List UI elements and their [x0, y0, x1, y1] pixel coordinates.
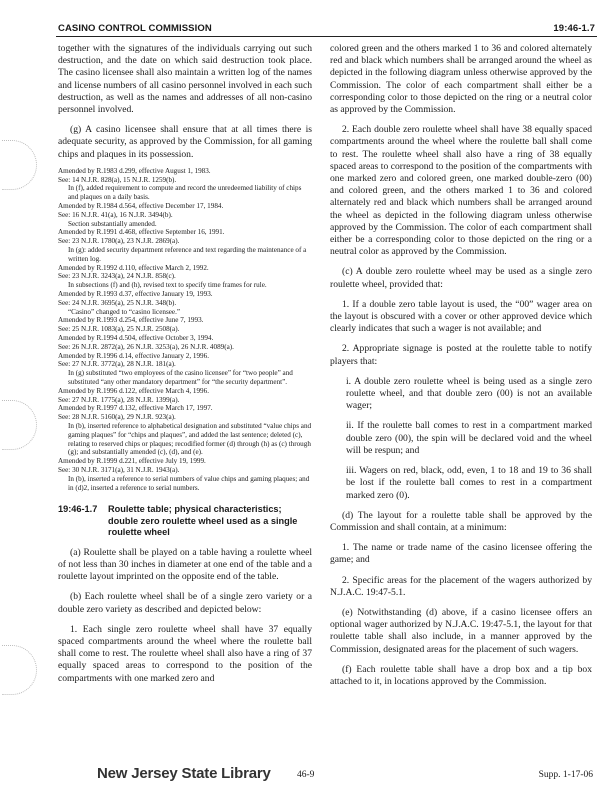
history-line: Amended by R.1996 d.122, effective March 4, 1996.: [58, 386, 209, 395]
paragraph-a: (a) Roulette shall be played on a table having a roulette wheel of not less than 30 inches in diameter at one end of the table and a roulette layout imprinted on the opposite end of the table.: [58, 546, 312, 583]
punch-hole-mark: [2, 645, 37, 695]
history-line: Amended by R.1997 d.132, effective March 17, 1997.: [58, 404, 213, 413]
paragraph-c2-ii: ii. If the roulette ball comes to rest in a compartment marked double zero (00), the spin will be declared void and the wheel will be respun; and: [346, 420, 592, 456]
history-line: See: 26 N.J.R. 2872(a), 26 N.J.R. 3253(a), 26 N.J.R. 4089(a).: [58, 342, 234, 351]
history-note: In (b), inserted a reference to serial numbers of value chips and gaming plaques; and in (d)2, inserted a reference to serial numbers.: [68, 474, 310, 492]
header-title: CASINO CONTROL COMMISSION: [58, 23, 212, 34]
paragraph: together with the signatures of the individuals carrying out such destruction, and the date on which said destruction took place. The casino licensee shall also maintain a written log of the names and license numbers of all casino personnel involved in each such destruction, as well as the names and addresses of all non-casino personnel involved.: [58, 43, 312, 116]
supplement-date: Supp. 1-17-06: [538, 770, 593, 780]
history-line: See: 23 N.J.R. 3243(a), 24 N.J.R. 858(c).: [58, 272, 176, 281]
amendment-history: [58, 167, 312, 492]
history-line: See: 24 N.J.R. 3695(a), 25 N.J.R. 348(b).: [58, 298, 177, 307]
history-line: See: 23 N.J.R. 1780(a), 23 N.J.R. 2869(a).: [58, 237, 180, 246]
paragraph-b2: 2. Each double zero roulette wheel shall have 38 equally spaced compartments around the wheel where the roulette ball shall come to rest. The roulette wheel shall also have a ring of 38 equally spaced areas to correspond to the position of the compartments with one marked zero and colored green, one marked double-zero (00) and colored green, and the others marked 1 to 36 and colored alternately red and black which numbers shall be arranged around the wheel as depicted in the following diagram unless otherwise approved by the Commission. The color of each compartment shall either be a corresponding color to those depicted on the ring or a neutral color as approved by the Commission.: [330, 124, 592, 258]
history-line: Amended by R.1991 d.468, effective September 16, 1991.: [58, 228, 225, 237]
paragraph-b: (b) Each roulette wheel shall be of a single zero variety or a double zero variety as described and depicted below:: [58, 591, 312, 615]
right-column: [330, 43, 592, 688]
history-line: Amended by R.1993 d.37, effective January 19, 1993.: [58, 289, 213, 298]
history-note: In (f), added requirement to compute and record the unredeemed liability of chips and plaques on a daily basis.: [68, 184, 302, 202]
paragraph-c2: 2. Appropriate signage is posted at the roulette table to notify players that:: [330, 343, 592, 367]
paragraph-b1: 1. Each single zero roulette wheel shall have 37 equally spaced compartments around the wheel where the roulette ball shall come to rest. The roulette wheel shall also have a ring of 37 equally spaced areas to correspond to the position of the compartments with one marked zero and: [58, 623, 312, 684]
section-title: Roulette table; physical characteristics; double zero roulette wheel used as a single roulette wheel: [108, 504, 298, 538]
history-note: In (g): added security department reference and text regarding the maintenance of a written log.: [68, 246, 307, 263]
history-line: Amended by R.1999 d.221, effective July 19, 1999.: [58, 457, 206, 466]
history-note: In (g) substituted “two employees of the casino licensee” for “two people” and substituted “any other mandatory department” for “the security department”.: [68, 369, 293, 386]
punch-hole-mark: [2, 400, 37, 450]
history-line: Amended by R.1996 d.14, effective January 2, 1996.: [58, 351, 209, 360]
history-line: See: 14 N.J.R. 828(a), 15 N.J.R. 1259(b).: [58, 175, 177, 184]
punch-hole-mark: [2, 140, 37, 190]
paragraph-c2-i: i. A double zero roulette wheel is being used as a single zero roulette wheel, and that double zero (00) is not an available wager;: [346, 375, 592, 412]
history-line: Amended by R.1993 d.254, effective June 7, 1993.: [58, 316, 204, 325]
paragraph-g: (g) A casino licensee shall ensure that at all times there is adequate security, as approved by the Commission, for all gaming chips and plaques in its possession.: [58, 124, 312, 160]
section-heading: [58, 504, 312, 539]
paragraph-b1-continued: colored green and the others marked 1 to 36 and colored alternately red and black which numbers shall be arranged around the wheel as depicted in the following diagram unless otherwise approved by the Commission. The color of each compartment shall either be a corresponding color to those depicted on the ring or a neutral color as approved by the Commission.: [330, 43, 592, 116]
history-line: See: 27 N.J.R. 3772(a), 28 N.J.R. 181(a).: [58, 360, 176, 369]
history-line: See: 25 N.J.R. 1083(a), 25 N.J.R. 2508(a).: [58, 325, 180, 334]
history-line: See: 28 N.J.R. 5160(a), 29 N.J.R. 923(a).: [58, 413, 176, 422]
paragraph-d1: 1. The name or trade name of the casino licensee offering the game; and: [330, 542, 592, 566]
paragraph-c: (c) A double zero roulette wheel may be used as a single zero roulette wheel, provided that:: [330, 266, 592, 290]
paragraph-e: (e) Notwithstanding (d) above, if a casino licensee offers an optional wager authorized by N.J.A.C. 19:47-5.1, the layout for that roulette table shall also include, in a manner approved by the Commission, designated areas for the placement of such wagers.: [330, 606, 592, 655]
history-note: In (b), inserted reference to alphabetical designation and substituted “value chips and gaming plaques” for “chips and plaques”, and added the last sentence; deleted (c), relating to reserved chips or plaques; recodified former (d) through (h) as (c) through (g); and substantially amended (c), (d), and (e).: [68, 421, 312, 457]
history-line: See: 30 N.J.R. 3171(a), 31 N.J.R. 1943(a).: [58, 465, 180, 474]
history-note: “Casino” changed to “casino licensee.”: [68, 307, 181, 316]
page-number: 46-9: [297, 770, 315, 780]
paragraph-c2-iii: iii. Wagers on red, black, odd, even, 1 to 18 and 19 to 36 shall be lost if the roulette ball comes to rest in a compartment marked zero (0).: [346, 465, 592, 501]
library-stamp: New Jersey State Library: [97, 765, 271, 782]
paragraph-c1: 1. If a double zero table layout is used, the “00” wager area on the layout is obscured with a cover or other approved device which clearly indicates that such a wager is not available; and: [330, 298, 592, 335]
history-note: Section substantially amended.: [68, 219, 157, 228]
history-line: See: 16 N.J.R. 41(a), 16 N.J.R. 3494(b).: [58, 210, 173, 219]
left-column: [58, 43, 312, 685]
history-line: Amended by R.1983 d.299, effective August 1, 1983.: [58, 166, 211, 175]
paragraph-d2: 2. Specific areas for the placement of the wagers authorized by N.J.A.C. 19:47-5.1.: [330, 574, 592, 598]
history-line: Amended by R.1992 d.110, effective March 2, 1992.: [58, 263, 209, 272]
history-line: Amended by R.1994 d.504, effective October 3, 1994.: [58, 333, 214, 342]
paragraph-f: (f) Each roulette table shall have a drop box and a tip box attached to it, in locations approved by the Commission.: [330, 663, 592, 687]
history-line: Amended by R.1984 d.564, effective December 17, 1984.: [58, 202, 224, 211]
section-number: 19:46-1.7: [58, 504, 98, 515]
header-section-number: 19:46-1.7: [553, 23, 595, 34]
running-header: [56, 20, 597, 37]
history-note: In subsections (f) and (h), revised text to specify time frames for rule.: [68, 281, 267, 290]
paragraph-d: (d) The layout for a roulette table shall be approved by the Commission and shall contain, at a minimum:: [330, 509, 592, 533]
history-line: See: 27 N.J.R. 1775(a), 28 N.J.R. 1399(a).: [58, 395, 180, 404]
